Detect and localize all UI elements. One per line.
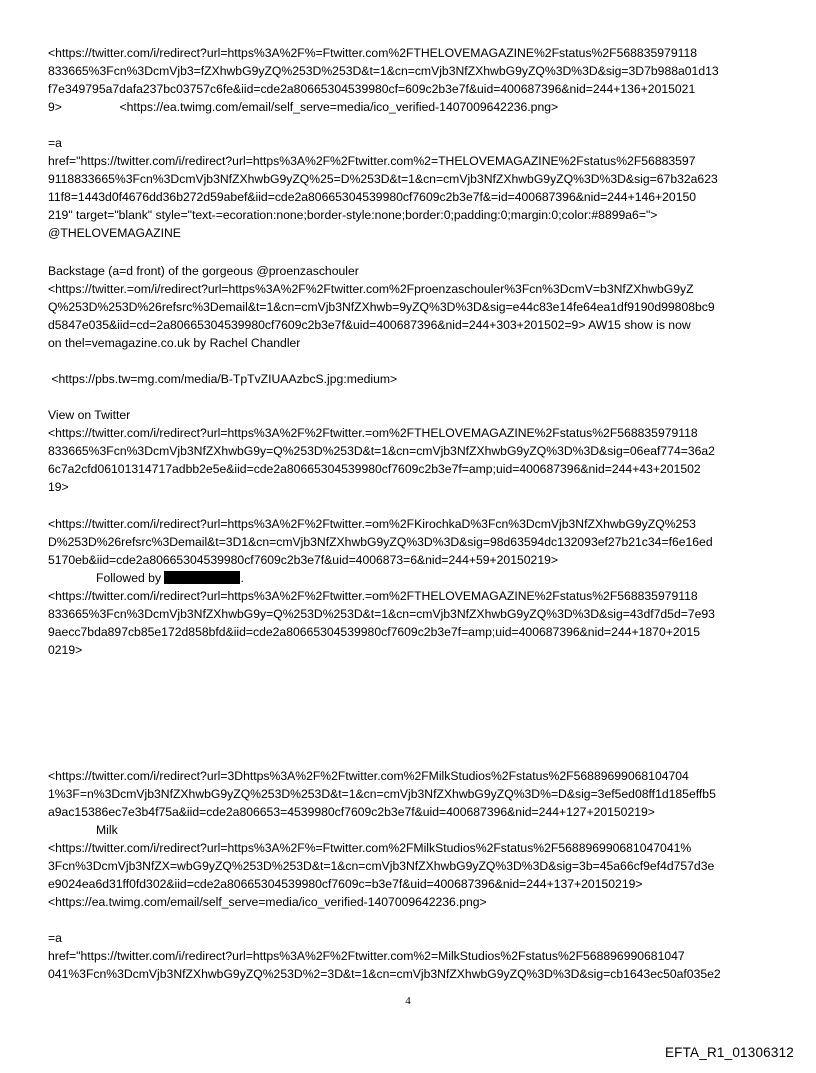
text-line: <https://ea.twimg.com/email/self_serve=media/ico_verified-1407009642236.png>: [48, 895, 487, 909]
text-line: View on Twitter: [48, 408, 131, 422]
text-line: 9aecc7bda897cb85e172d858bfd&iid=cde2a80665304539980cf7609c2b3e7f=amp;uid=400687396&nid=244+1870+2015: [48, 625, 700, 639]
bates-number: EFTA_R1_01306312: [664, 1045, 794, 1060]
text-line: 833665%3Fcn%3DcmVjb3NfZXhwbG9y=Q%253D%253D&t=1&cn=cmVjb3NfZXhwbG9yZQ%3D%3D&sig=06eaf774=36a2: [48, 444, 715, 458]
text-line: d5847e035&iid=cd=2a80665304539980cf7609c2b3e7f&uid=400687396&nid=244+303+201502=9> AW15 show is now: [48, 318, 691, 332]
text-line: <https://pbs.tw=mg.com/media/B-TpTvZIUAAzbcS.jpg:medium>: [48, 372, 398, 386]
text-line: 3Fcn%3DcmVjb3NfZX=wbG9yZQ%253D%253D&t=1&cn=cmVjb3NfZXhwbG9yZQ%3D%3D&sig=3b=45a66cf9ef4d757d3e: [48, 859, 715, 873]
text-line: on thel=vemagazine.co.uk by Rachel Chandler: [48, 336, 301, 350]
email-block-6: [48, 515, 772, 659]
text-line: <https://twitter.com/i/redirect?url=https%3A%2F%2Ftwitter.=om%2FKirochkaD%3Fcn%3DcmVjb3NfZXhwbG9yZQ%253: [48, 517, 696, 531]
text-line: <https://twitter.=om/i/redirect?url=https%3A%2F%2Ftwitter.com%2Fproenzaschouler%3Fcn%3DcmV=b3NfZXhwbG9yZ: [48, 282, 694, 296]
text-line: =a: [48, 136, 62, 150]
text-line: <https://twitter.com/i/redirect?url=https%3A%2F%=Ftwitter.com%2FMilkStudios%2Fstatus%2F568896990681047041%: [48, 841, 692, 855]
text-line: Q%253D%253D%26refsrc%3Demail&t=1&cn=cmVjb3NfZXhwb=9yZQ%3D%3D&sig=e44c83e14fe64ea1df9190d99808bc9: [48, 300, 715, 314]
email-block-8: [48, 767, 772, 911]
text-line: 9118833665%3Fcn%3DcmVjb3NfZXhwbG9yZQ%25=D%253D&t=1&cn=cmVjb3NfZXhwbG9yZQ%3D%3D&sig=67b32a623: [48, 172, 718, 186]
text-line: 6c7a2cfd06101314717adbb2e5e&iid=cde2a80665304539980cf7609c2b3e7f=amp;uid=400687396&nid=244+43+201502: [48, 462, 701, 476]
text-line: 11f8=1443d0f4676dd36b272d59abef&iid=cde2a80665304539980cf7609c2b3e7f&=id=400687396&nid=244+146+20150: [48, 190, 697, 204]
email-block-5: [48, 406, 772, 496]
text-line: <https://twitter.com/i/redirect?url=https%3A%2F%=Ftwitter.com%2FTHELOVEMAGAZINE%2Fstatus%2F568835979118: [48, 46, 698, 60]
text-line: 9> <https://ea.twimg.com/email/self_serve=media/ico_verified-1407009642236.png>: [48, 100, 559, 114]
milk-label: Milk: [96, 823, 118, 837]
text-line: 0219>: [48, 643, 83, 657]
followed-by-period: .: [240, 571, 244, 585]
email-block-4: [48, 370, 772, 388]
text-line: e9024ea6d31ff0fd302&iid=cde2a80665304539980cf7609c=b3e7f&uid=400687396&nid=244+137+20150219>: [48, 877, 643, 891]
text-line: @THELOVEMAGAZINE: [48, 226, 181, 240]
email-block-3: [48, 262, 772, 352]
redaction-bar: [164, 571, 240, 584]
text-line: <https://twitter.com/i/redirect?url=https%3A%2F%2Ftwitter.=om%2FTHELOVEMAGAZINE%2Fstatus%2F568835979118: [48, 589, 698, 603]
email-block-10: [48, 929, 772, 983]
text-line: 041%3Fcn%3DcmVjb3NfZXhwbG9yZQ%253D%2=3D&t=1&cn=cmVjb3NfZXhwbG9yZQ%3D%3D&sig=cb1643ec50af035e2: [48, 967, 721, 981]
text-line: f7e349795a7dafa237bc03757c6fe&iid=cde2a80665304539980cf=609c2b3e7f&uid=400687396&nid=244+136+2015021: [48, 82, 696, 96]
followed-by-label: Followed by: [96, 571, 162, 585]
text-line: 219" target="blank" style="text-=ecoration:none;border-style:none;border:0;padding:0;margin:0;color:#8899a6=">: [48, 208, 658, 222]
followed-by-line: [48, 569, 772, 587]
text-line: href="https://twitter.com/i/redirect?url=https%3A%2F%2Ftwitter.com%2=MilkStudios%2Fstatus%2F568896990681047: [48, 949, 685, 963]
page-number: 4: [405, 995, 411, 1007]
text-line: 19>: [48, 480, 69, 494]
email-block-1: [48, 44, 772, 116]
text-line: =a: [48, 931, 62, 945]
text-line: a9ac15386ec7e3b4f75a&iid=cde2a806653=4539980cf7609c2b3e7f&uid=400687396&nid=244+127+20150219>: [48, 805, 655, 819]
text-line: 833665%3Fcn%3DcmVjb3=fZXhwbG9yZQ%253D%253D&t=1&cn=cmVjb3NfZXhwbG9yZQ%3D%3D&sig=3D7b988a01d13: [48, 64, 719, 78]
text-line: 1%3F=n%3DcmVjb3NfZXhwbG9yZQ%253D%253D&t=1&cn=cmVjb3NfZXhwbG9yZQ%3D%=D&sig=3ef5ed08ff1d185effb5: [48, 787, 716, 801]
text-line: <https://twitter.com/i/redirect?url=3Dhttps%3A%2F%2Ftwitter.com%2FMilkStudios%2Fstatus%2F56889699068104704: [48, 769, 689, 783]
text-line: Backstage (a=d front) of the gorgeous @proenzaschouler: [48, 264, 359, 278]
text-line: 5170eb&iid=cde2a80665304539980cf7609c2b3e7f&uid=4006873=6&nid=244+59+20150219>: [48, 553, 559, 567]
text-line: 833665%3Fcn%3DcmVjb3NfZXhwbG9y=Q%253D%253D&t=1&cn=cmVjb3NfZXhwbG9yZQ%3D%3D&sig=43df7d5d=7e93: [48, 607, 715, 621]
email-block-2: [48, 134, 772, 242]
text-line: D%253D%26refsrc%3Demail&t=3D1&cn=cmVjb3NfZXhwbG9yZQ%3D%3D&sig=98d63594dc132093ef27b21c34=f6e16ed: [48, 535, 713, 549]
text-line: href="https://twitter.com/i/redirect?url=https%3A%2F%2Ftwitter.com%2=THELOVEMAGAZINE%2Fstatus%2F56883597: [48, 154, 696, 168]
text-line: <https://twitter.com/i/redirect?url=https%3A%2F%2Ftwitter.=om%2FTHELOVEMAGAZINE%2Fstatus%2F568835979118: [48, 426, 698, 440]
